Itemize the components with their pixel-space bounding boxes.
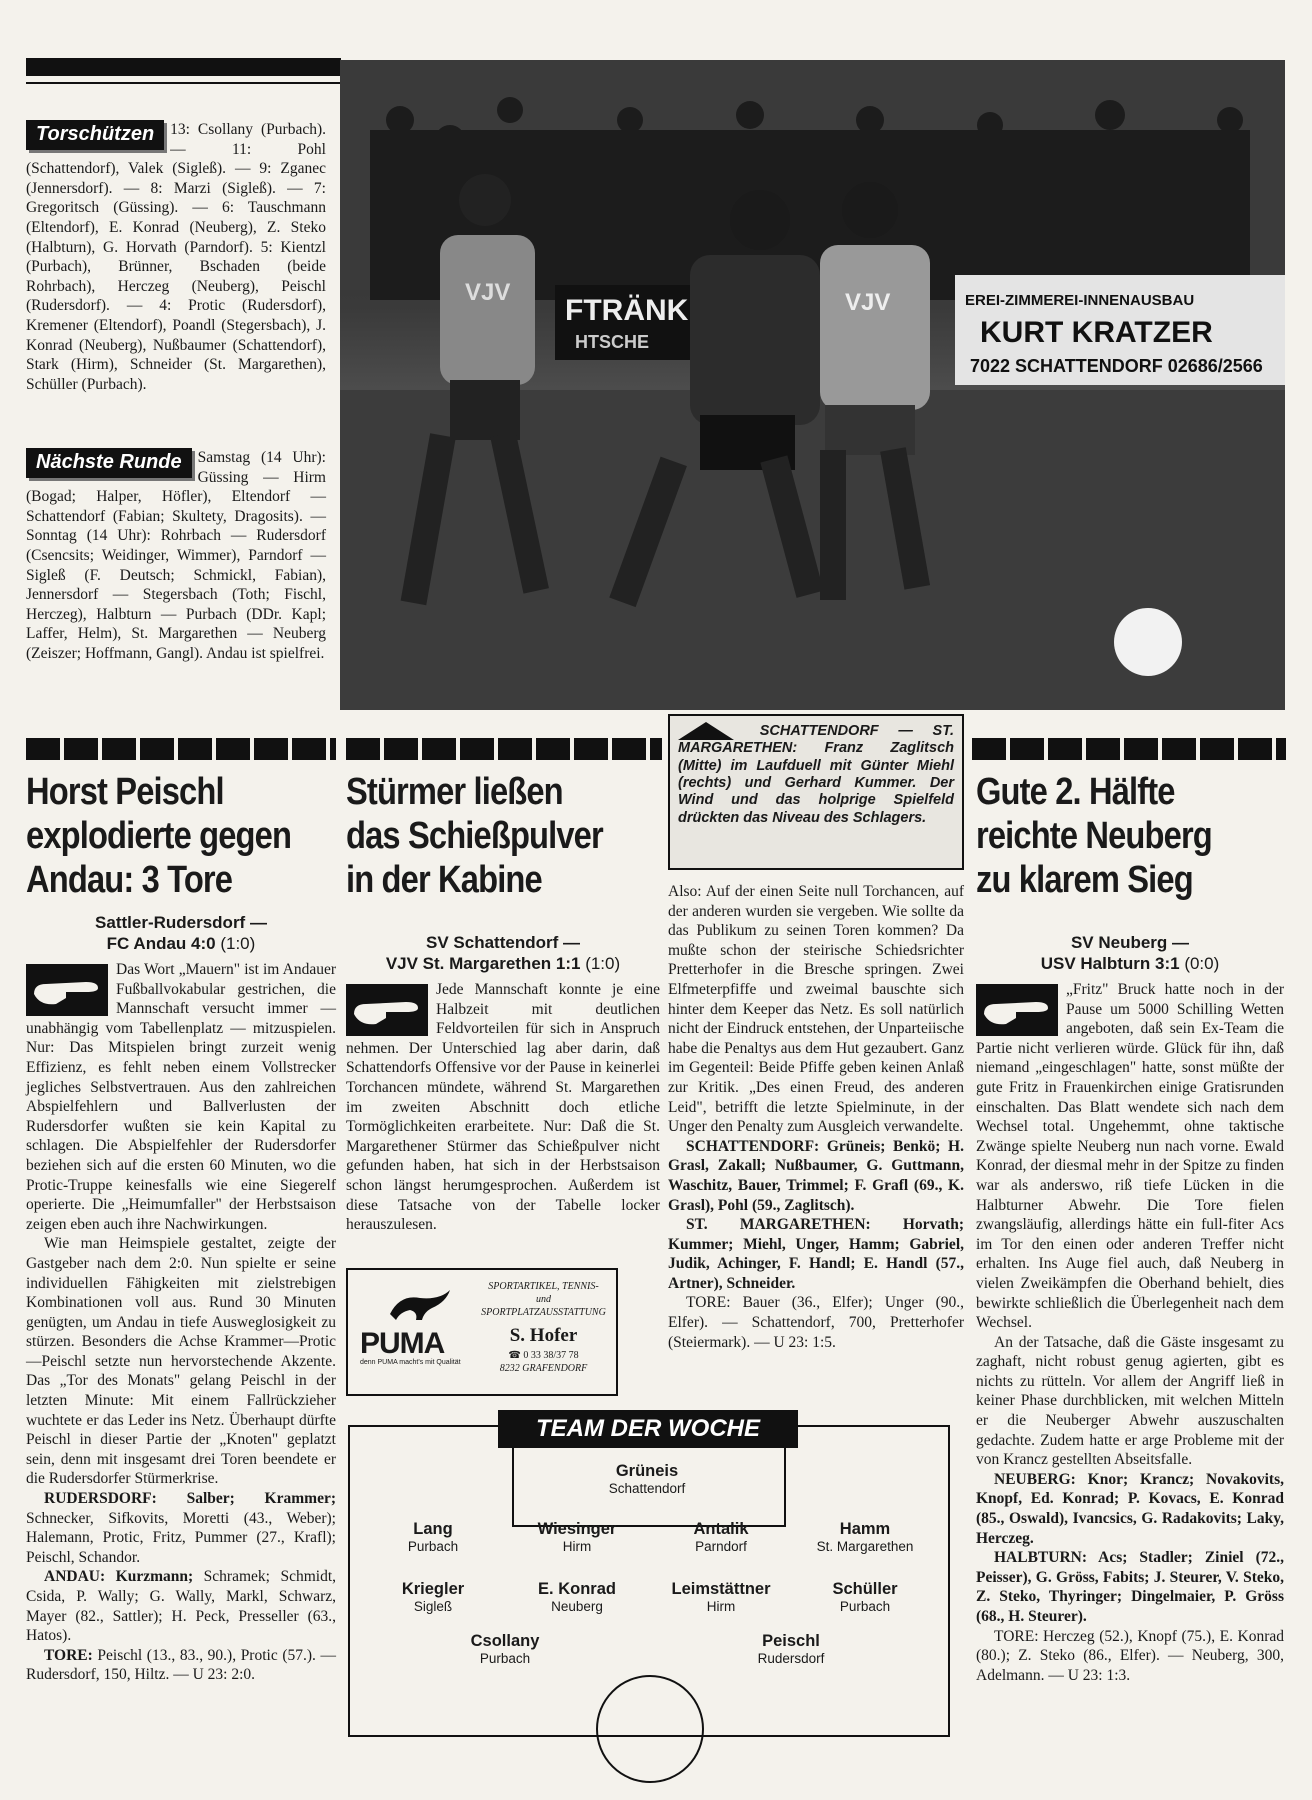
player-name: Grüneis (615, 1462, 679, 1480)
player-name: Wiesinger (537, 1520, 617, 1538)
next-round-text: Samstag (14 Uhr): Güssing — Hirm (Bogad; Halper, Höfler), Eltendorf — Schattendorf (Fabian; Skultety, Dragosits). — Sonntag (14 Uhr): Rohrbach — Rudersdorf (Csencsits; Weidinger, Wimmer), Parndorf — Sigleß (F. Deutsch; Schmickl, Fabian), Jennersdorf — Stegersbach (Toth; Fischl, Herczeg), Halbturn — Purbach (DDr. Kapl; Laffer, Helm), St. Margarethen — Neuberg (Zeiszer; Hoffmann, Gangl). Andau ist spielfrei. (26, 449, 326, 662)
shirt-text-2: VJV (845, 289, 891, 316)
player-4 (646, 1520, 796, 1555)
ad-line2: und (536, 1294, 551, 1305)
player-club: Purbach (407, 1539, 459, 1554)
player-club: Parndorf (695, 1539, 747, 1554)
player-club: Purbach (839, 1599, 891, 1614)
article3-headline-1: Gute 2. Hälfte (976, 771, 1175, 813)
article3-lineup1: NEUBERG: Knor; Krancz; Novakovits, Knopf, Ed. Konrad; P. Kovacs, E. Konrad (85., Oswald), Ivancsics, G. Radakovits; Laky, Herczeg. (976, 1470, 1284, 1547)
player-8 (646, 1580, 796, 1615)
player-10 (430, 1632, 580, 1667)
article2-continuation (668, 882, 964, 1352)
puma-logo (360, 1284, 470, 1366)
player-6 (358, 1580, 508, 1615)
article1-l2-rest: Schramek; Schmidt, Csida, P. Wally; G. Wally, Markl, Schwarz, Mayer (82., Sattler); H. Peck, Presseller (63., Hatos). (26, 1568, 337, 1645)
article3-sub (976, 932, 1284, 974)
article2-headline-2: das Schießpulver (346, 815, 603, 857)
ball (1114, 608, 1182, 676)
player-name: Leimstättner (671, 1580, 771, 1598)
article1-goals-label: TORE: (44, 1646, 93, 1664)
article1 (26, 770, 336, 1685)
article2-goals: TORE: Bauer (36., Elfer); Unger (90., Elfer). — Schattendorf, 700, Pretterhofer (Steiermark). — U 23: 1:5. (668, 1294, 964, 1351)
puma-brand: PUMA (360, 1327, 445, 1360)
caption-arrow-icon (678, 722, 734, 740)
player-club: Neuberg (551, 1599, 603, 1614)
player-name: Hamm (839, 1520, 891, 1538)
player-name: Antalik (693, 1520, 749, 1538)
ad-city: 8232 GRAFENDORF (499, 1363, 588, 1374)
article2-half: (1:0) (585, 954, 621, 973)
article3-goals: TORE: Herczeg (52.), Knopf (75.), E. Konrad (80.); Z. Steko (86., Elfer). — Neuberg, 300, Adelmann. — U 23: 1:3. (976, 1627, 1284, 1684)
player-club: Hirm (562, 1539, 592, 1554)
scorers-text: 13: Csollany (Purbach). — 11: Pohl (Schattendorf), Valek (Sigleß). — 9: Zganec (Jennersdorf). — 8: Marzi (Sigleß). — 7: Gregoritsch (Güssing). — 6: Tauschmann (Eltendorf), E. Konrad (Neuberg), Z. Steko (Halbturn), G. Horvath (Parndorf). 5: Kientzl (Purbach), Brünner, Bschaden (beide Rohrbach), Herczeg (Neuberg), Peischl (Rudersdorf). — 4: Protic (Rudersdorf), Kremener (Eltendorf), Poandl (Stegersbach), J. Konrad (Neuberg), Nußbaumer (Schattendorf), Stark (Hirm), Schneider (St. Margarethen), Schüller (Purbach). (26, 121, 326, 393)
photo-caption (668, 714, 964, 870)
article3-sub-2: USV Halbturn 3:1 (1040, 954, 1180, 973)
article3-sub-1: SV Neuberg — (1070, 933, 1190, 952)
player-club: Hirm (706, 1599, 736, 1614)
article1-l2-team: ANDAU: (44, 1568, 106, 1586)
article2-cont-p1: Also: Auf der einen Seite null Torchancen, auf der anderen wurden sie vergeben. Wie sollte da das Publikum zu seinen Toren kommen? Da mußte schon der steirische Schiedsrichter Pretterhofer in die Bresche springen. Zwei Elfmeterpfiffe und zweimal bauschte sich hinter dem Keeper das Netz. Es soll natürlich nicht der Eindruck entstehen, der Unparteiische habe die Penaltys aus dem Hut gezaubert. Ganz im Gegenteil: Beide Pfiffe geben keinen Anlaß zur Kritik. „Des einen Freud, des anderen Leid", betrifft die letzte Spielminute, in der Unger den Penalty zum Ausgleich verwandelte. (668, 883, 964, 1136)
caption-text: SCHATTENDORF — ST. MARGARETHEN: Franz Zaglitsch (Mitte) im Laufduell mit Günter Miehl (rechts) und Gerhard Kummer. Der Wind und das holprige Spielfeld drückten das Niveau des Schlagers. (678, 722, 955, 826)
article3-dashbar (972, 738, 1286, 760)
player-name: Lang (413, 1520, 453, 1538)
scorers-box (26, 120, 326, 394)
article1-p1: Das Wort „Mauern" ist im Andauer Fußballvokabular gestrichen, die Mannschaft versucht immer — unabhängig vom Tabellenplatz — mitzuspielen. Nur: Das Mitspielen bringt zurzeit wenig Effizienz, es fehlt neben einem Vollstrecker jegliches Selbstvertrauen. Aus den zahlreichen Abspielfehlern und Ballverlusten der Rudersdorfer wußten sie kein Kapital zu schlagen. Die Abspielfehler der Rudersdorfer beziehen sich auf die ersten 60 Minuten, wo die Protic-Truppe keinesfalls wie eine Siegerelf operierte. Die „Heimumfaller" der Herbstsaison zeigen eben auch ihre Nachwirkungen. (26, 961, 336, 1233)
pointing-hand-icon (976, 984, 1058, 1036)
article3-half: (0:0) (1184, 954, 1220, 973)
article2-p1: Jede Mannschaft konnte je eine Halbzeit mit deutlichen Feldvorteilen für sich in Anspruch nehmen. Der Unterschied lag aber darin, daß Schattendorfs Offensive vor der Pause in keinerlei Torchancen mündete, während St. Margarethen im zweiten Abschnitt doch etliche Tormöglichkeiten erarbeitete. Nur: Daß die St. Margarethener Stürmer das Schießpulver nicht gefunden haben, hat sich in der Herbstsaison schon längst herumgesprochen. Außerdem ist diese Tatsache von der Tabelle locker herauszulesen. (346, 981, 660, 1234)
article1-headline-1: Horst Peischl (26, 771, 224, 813)
banner-drinks-2: HTSCHE (575, 332, 650, 352)
article1-sub (26, 912, 336, 954)
article1-p2: Wie man Heimspiele gestaltet, zeigte der Gastgeber nach dem 2:0. Nun spielte er seine individuellen Fähigkeiten mit zielstrebigen Kombinationen voll aus. Rund 30 Minuten genügten, um Andau in tiefe Ausweglosigkeit zu stürzen. Besonders die Achse Krammer—Protic—Peischl setzte nun hervorstechende Akzente. Das „Tor des Monats" gelang Peischl in der letzten Minute: Mit einem Fallrückzieher wuchtete er das Leder ins Netz. Überhaupt dürfte Peischl in dieser Partie der „Knoten" geplatzt sein, denn mit insgesamt drei Toren beendete er die Rudersdorfer Stürmerkrise. (26, 1235, 336, 1488)
player-5 (790, 1520, 940, 1555)
article2-lineup2: ST. MARGARETHEN: Horvath; Kummer; Miehl, Unger, Hamm; Gabriel, Judik, Achinger, F. Handl; E. Handl (57., Artner), Schneider. (668, 1216, 964, 1292)
player-club: Schattendorf (608, 1481, 686, 1496)
shirt-text-1: VJV (465, 279, 511, 306)
player-club: Purbach (479, 1651, 531, 1666)
article1-l1-rest: Schnecker, Sifkovits, Moretti (43., Weber); Halemann, Protic, Fritz, Pummer (27., Krafl); Peischl, Schandor. (26, 1509, 336, 1566)
article3-p2: An der Tatsache, daß die Gäste insgesamt zu zaghaft, nicht robust genug agierten, gibt es nichts zu rütteln. Vor allem der Angriff ließ in keiner Phase durchblicken, mit welchen Mitteln er die Neuberger Abwehr auszuschalten gedachte. Zudem hatte er arge Probleme mit der von Krancz gestellten Abseitsfalle. (976, 1333, 1284, 1469)
player-name: E. Konrad (538, 1580, 616, 1598)
ad-line3: SPORTPLATZAUSSTATTUNG (481, 1307, 606, 1318)
article1-sub-1: Sattler-Rudersdorf — (95, 913, 267, 932)
article1-headline-2: explodierte gegen (26, 815, 292, 857)
ad-line1: SPORTARTIKEL, TENNIS- (488, 1281, 599, 1292)
article1-sub-2: FC Andau 4:0 (106, 934, 216, 953)
next-round-label: Nächste Runde (26, 448, 192, 478)
article1-body (26, 960, 336, 1685)
ad-phone: ☎ 0 33 38/37 78 (508, 1350, 579, 1361)
article3-lineup2: HALBTURN: Acs; Stadler; Ziniel (72., Peisser), G. Gröss, Fabits; J. Steurer, V. Steko, Z. Steko, Thyringer; Dingelmaier, P. Gröss (68., H. Steurer). (976, 1549, 1284, 1625)
scorers-label: Torschützen (26, 120, 164, 150)
article1-headline-3: Andau: 3 Tore (26, 859, 233, 901)
player-name: Peischl (762, 1632, 820, 1650)
banner-carpentry: EREI-ZIMMEREI-INNENAUSBAU (965, 292, 1195, 309)
player-club: St. Margarethen (816, 1539, 914, 1554)
article3-headline-2: reichte Neuberg (976, 815, 1212, 857)
article1-dashbar (26, 738, 336, 760)
player-2 (358, 1520, 508, 1555)
article2-headline-1: Stürmer ließen (346, 771, 563, 813)
player-11 (716, 1632, 866, 1667)
banner-drinks: FTRÄNK (565, 294, 689, 327)
player-3 (502, 1520, 652, 1555)
article2 (346, 770, 660, 1235)
ad-text (476, 1280, 611, 1375)
ad-name: S. Hofer (509, 1325, 578, 1346)
player-name: Schüller (832, 1580, 898, 1598)
player-1 (572, 1462, 722, 1497)
pointing-hand-icon (346, 984, 428, 1036)
player-name: Kriegler (401, 1580, 465, 1598)
article1-half: (1:0) (220, 934, 256, 953)
pointing-hand-icon (26, 964, 108, 1016)
next-round-box (26, 448, 326, 664)
article2-headline-3: in der Kabine (346, 859, 542, 901)
article1-l2-bold: Kurzmann; (115, 1568, 194, 1586)
banner-phone: 7022 SCHATTENDORF 02686/2566 (970, 356, 1263, 376)
team-of-week-title: TEAM DER WOCHE (498, 1410, 798, 1448)
article2-sub-1: SV Schattendorf — (426, 933, 580, 952)
article1-l1-bold: Salber; Krammer; (186, 1490, 336, 1508)
player-name: Csollany (470, 1632, 540, 1650)
player-9 (790, 1580, 940, 1615)
puma-tagline: denn PUMA macht's mit Qualität (360, 1359, 461, 1366)
player-club: Rudersdorf (757, 1651, 825, 1666)
center-circle (596, 1675, 704, 1783)
top-thin-rule (26, 82, 341, 84)
article2-dashbar (346, 738, 662, 760)
article2-lineup1: SCHATTENDORF: Grüneis; Benkö; H. Grasl, Zakall; Nußbaumer, G. Guttmann, Waschitz, Bauer, Trimmel; F. Grafl (69., K. Grasl), Pohl (59., Zaglitsch). (668, 1137, 964, 1214)
article1-l1-team: RUDERSDORF: (44, 1490, 157, 1508)
puma-ad (346, 1268, 618, 1396)
article3-headline-3: zu klarem Sieg (976, 859, 1193, 901)
player-club: Sigleß (413, 1599, 453, 1614)
article3 (976, 770, 1284, 1685)
article2-body (346, 980, 660, 1235)
article2-sub (346, 932, 660, 974)
top-rule (26, 58, 341, 76)
article3-p1: „Fritz" Bruck hatte noch in der Pause um 5000 Schilling Wetten angeboten, daß sein Ex-Team die Partie nicht verlieren würde. Glück für ihn, daß niemand „eingeschlagen" hatte, sonst müßte der gute Fritz in Frauenkirchen einige Gratisrunden einschalten. Das Blatt wendete sich nach dem Wechsel total. Ungehemmt, ohne taktische Zwänge spielte Neuberg nun nach vorne. Ewald Konrad, der diesmal mehr in der Spitze zu finden war als anderswo, riß tiefe Lücken in die Halbturner Abwehr. Die Tore fielen zwangsläufig, allerdings hätte ein full-fiter Acs im Tor den einen oder anderen Treffer nicht erhalten. Ins Auge fiel auch, daß Neuberg in vielen Zweikämpfen die Oberhand behielt, dies bewirkte schließlich die Überlegenheit nach dem Wechsel. (976, 981, 1284, 1332)
article1-goals: Peischl (13., 83., 90.), Protic (57.). — Rudersdorf, 150, Hiltz. — U 23: 2:0. (26, 1646, 336, 1684)
match-photo (340, 60, 1285, 710)
player-7 (502, 1580, 652, 1615)
banner-kratzer: KURT KRATZER (980, 316, 1213, 349)
article3-body (976, 980, 1284, 1685)
puma-cat-icon (360, 1284, 470, 1324)
article2-sub-2: VJV St. Margarethen 1:1 (385, 954, 581, 973)
